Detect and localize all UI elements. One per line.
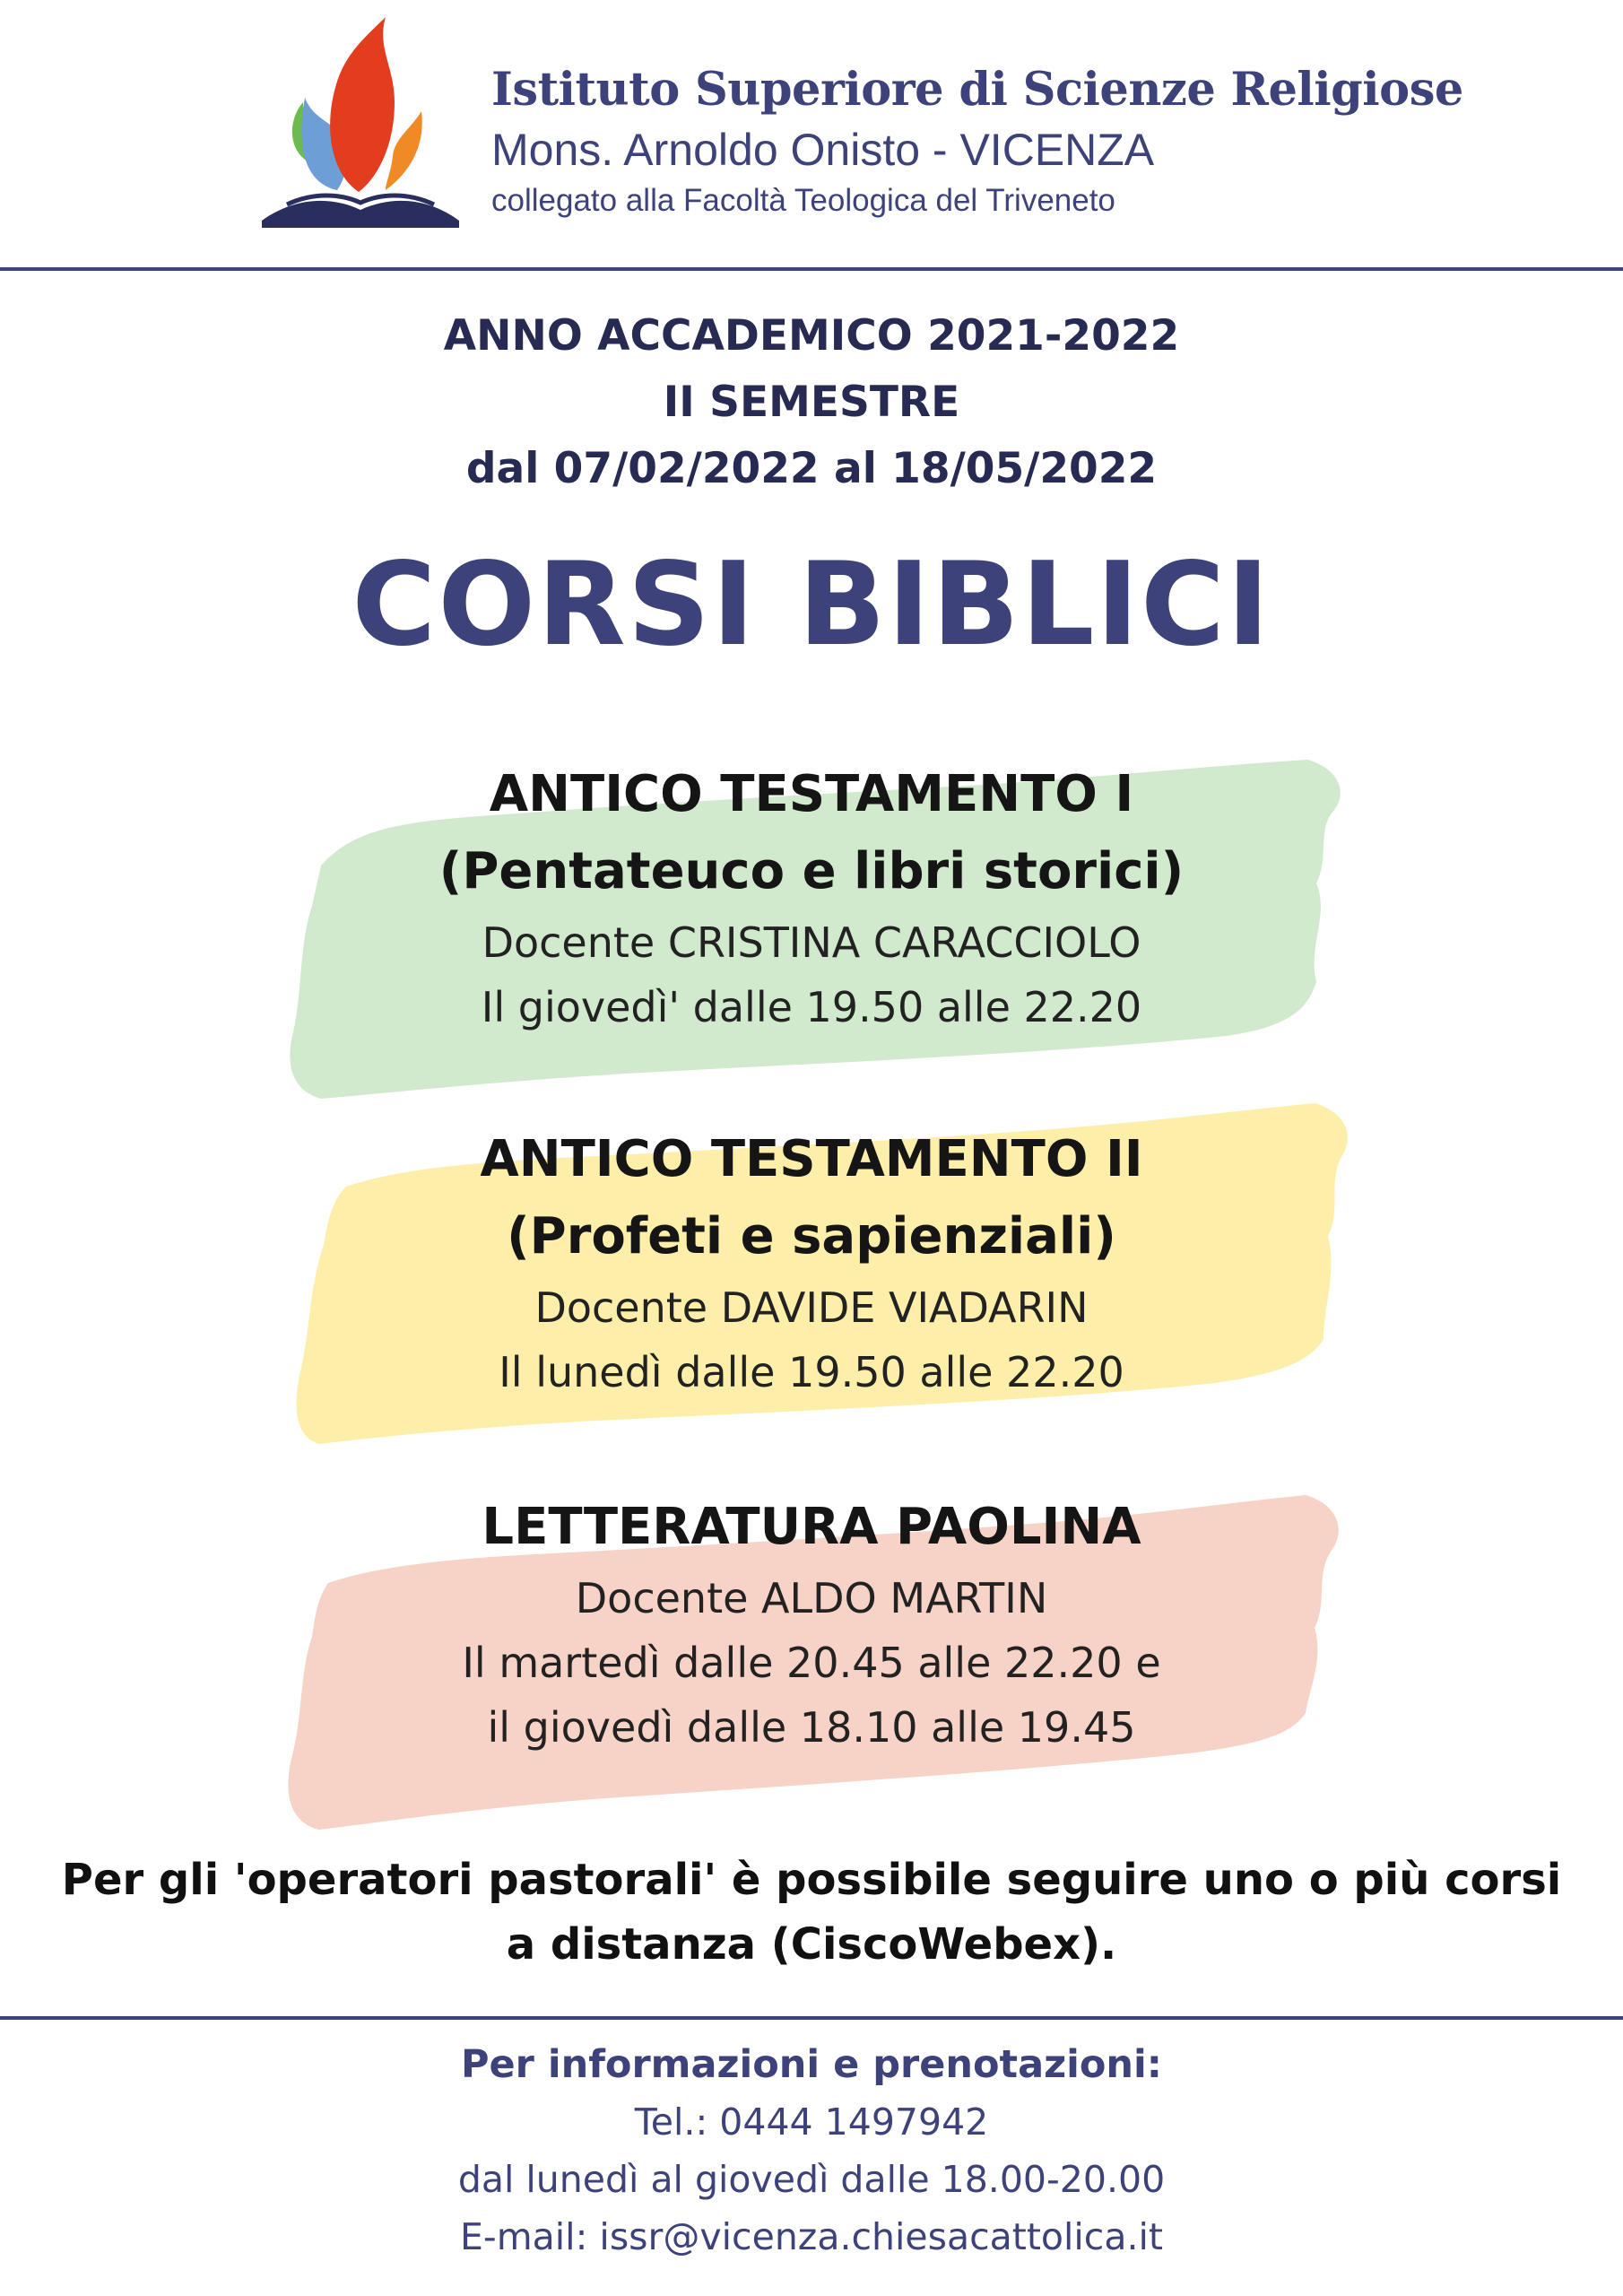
remote-note-line2: a distanza (CiscoWebex). xyxy=(506,1919,1117,1970)
contact-phone: Tel.: 0444 1497942 xyxy=(634,2100,989,2144)
contact-heading: Per informazioni e prenotazioni: xyxy=(461,2042,1162,2087)
contact-email: E-mail: issr@vicenza.chiesacattolica.it xyxy=(460,2215,1163,2258)
institute-subtitle: Mons. Arnoldo Onisto - VICENZA xyxy=(491,125,1155,175)
remote-note-line1: Per gli 'operatori pastorali' è possibile seguire uno o più corsi xyxy=(61,1855,1562,1905)
course-teacher: Docente DAVIDE VIADARIN xyxy=(534,1283,1089,1332)
semester-dates: dal 07/02/2022 al 18/05/2022 xyxy=(465,444,1158,493)
course-subtitle: (Profeti e sapienziali) xyxy=(507,1207,1116,1265)
academic-year: ANNO ACCADEMICO 2021-2022 xyxy=(443,311,1180,361)
course-title: ANTICO TESTAMENTO II xyxy=(480,1130,1143,1188)
course-schedule: Il lunedì dalle 19.50 alle 22.20 xyxy=(499,1348,1124,1396)
course-subtitle: (Pentateuco e libri storici) xyxy=(438,842,1185,900)
bottom-divider xyxy=(0,2016,1623,2020)
course-schedule-2: il giovedì dalle 18.10 alle 19.45 xyxy=(487,1703,1136,1752)
course-schedule: Il giovedì' dalle 19.50 alle 22.20 xyxy=(481,983,1142,1031)
logo-flame-red xyxy=(330,17,395,192)
remote-note xyxy=(0,1848,1623,1977)
course-schedule-1: Il martedì dalle 20.45 alle 22.20 e xyxy=(462,1639,1161,1687)
institute-text xyxy=(491,63,1463,219)
contact-hours: dal lunedì al giovedì dalle 18.00-20.00 xyxy=(457,2158,1166,2201)
semester: II SEMESTRE xyxy=(663,378,960,427)
course-title: LETTERATURA PAOLINA xyxy=(482,1498,1141,1556)
course-letteratura-paolina xyxy=(0,1489,1623,1760)
contact-info xyxy=(0,2036,1623,2266)
academic-info xyxy=(0,303,1623,502)
course-antico-testamento-2 xyxy=(0,1121,1623,1405)
institute-name: Istituto Superiore di Scienze Religiose xyxy=(491,63,1463,117)
institute-logo xyxy=(260,13,462,228)
course-antico-testamento-1 xyxy=(0,756,1623,1039)
institute-affiliation: collegato alla Facoltà Teologica del Triveneto xyxy=(491,183,1115,218)
course-title: ANTICO TESTAMENTO I xyxy=(489,765,1134,823)
course-teacher: Docente ALDO MARTIN xyxy=(575,1574,1048,1622)
header xyxy=(0,0,1623,269)
course-teacher: Docente CRISTINA CARACCIOLO xyxy=(482,918,1141,967)
top-divider xyxy=(0,267,1623,271)
main-title: CORSI BIBLICI xyxy=(352,538,1271,672)
